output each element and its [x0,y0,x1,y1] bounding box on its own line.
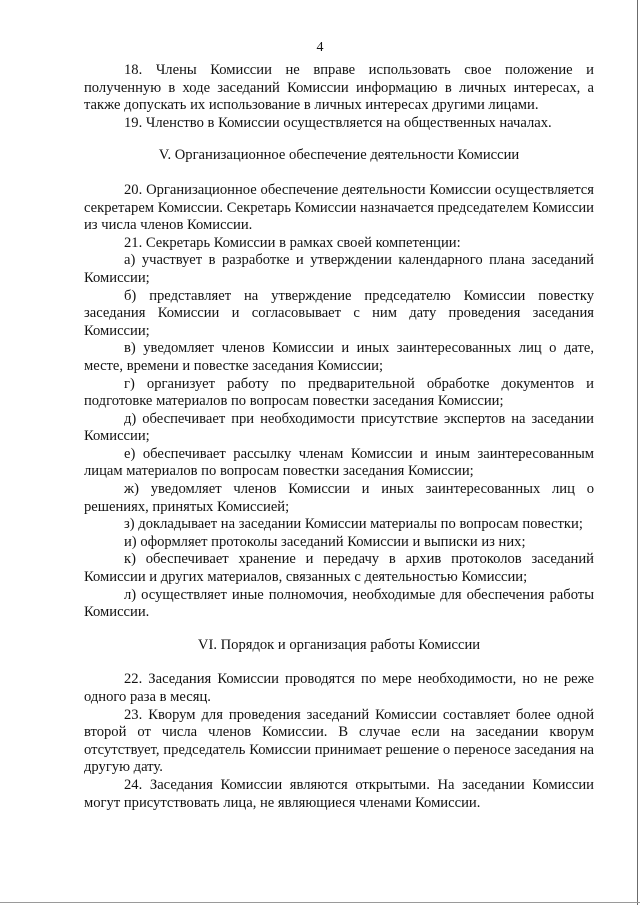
paragraph-23: 23. Кворум для проведения заседаний Комиссии составляет более одной второй от числа членов Комиссии. В случае если на заседании кворум отсутствует, председатель Комиссии принимает решение о переносе заседания на другую дату. [84,706,594,776]
paragraph-18: 18. Члены Комиссии не вправе использовать свое положение и полученную в ходе заседаний Комиссии информацию в личных интересах, а также допускать их использование в личных интересах другими лицами. [84,62,594,114]
page-edge-right [637,0,638,905]
list-item-z: з) докладывает на заседании Комиссии материалы по вопросам повестки; [124,516,583,533]
list-item-a: а) участвует в разработке и утверждении календарного плана заседаний Комиссии; [84,252,594,286]
page-edge-bottom [0,902,640,903]
section-heading-vi: VI. Порядок и организация работы Комиссии [197,636,481,653]
list-item-d: д) обеспечивает при необходимости присутствие экспертов на заседании Комиссии; [84,410,594,445]
paragraph-24: 24. Заседания Комиссии являются открытыми. На заседании Комиссии могут присутствовать лица, не являющиеся членами Комиссии. [84,776,594,811]
paragraph-20: 20. Организационное обеспечение деятельности Комиссии осуществляется секретарем Комиссии. Секретарь Комиссии назначается председателем Комиссии из числа членов Комиссии. [84,181,594,234]
page-number: 4 [316,40,324,55]
paragraph-19: 19. Членство в Комиссии осуществляется на общественных началах. [124,114,552,131]
list-item-b: б) представляет на утверждение председателю Комиссии повестку заседания Комиссии и согласовывает с ним дату проведения заседания Комиссии; [84,287,594,339]
list-item-k: к) обеспечивает хранение и передачу в архив протоколов заседаний Комиссии и других материалов, связанных с деятельностью Комиссии; [84,551,594,586]
list-item-e: е) обеспечивает рассылку членам Комиссии и иным заинтересованным лицам материалов по вопросам повестки заседания Комиссии; [84,445,594,480]
section-heading-v: V. Организационное обеспечение деятельности Комиссии [158,147,520,164]
document-body [84,62,594,812]
list-item-l: л) осуществляет иные полномочия, необходимые для обеспечения работы Комиссии. [84,586,594,621]
paragraph-22: 22. Заседания Комиссии проводятся по мере необходимости, но не реже одного раза в месяц. [84,671,594,705]
list-item-v: в) уведомляет членов Комиссии и иных заинтересованных лиц о дате, месте, времени и повестке заседания Комиссии; [84,340,594,374]
list-item-zh: ж) уведомляет членов Комиссии и иных заинтересованных лиц о решениях, принятых Комиссией; [84,481,594,515]
list-item-i: и) оформляет протоколы заседаний Комиссии и выписки из них; [124,533,526,550]
list-item-g: г) организует работу по предварительной обработке документов и подготовке материалов по вопросам повестки заседания Комиссии; [84,375,594,410]
paragraph-21: 21. Секретарь Комиссии в рамках своей компетенции: [124,234,461,251]
